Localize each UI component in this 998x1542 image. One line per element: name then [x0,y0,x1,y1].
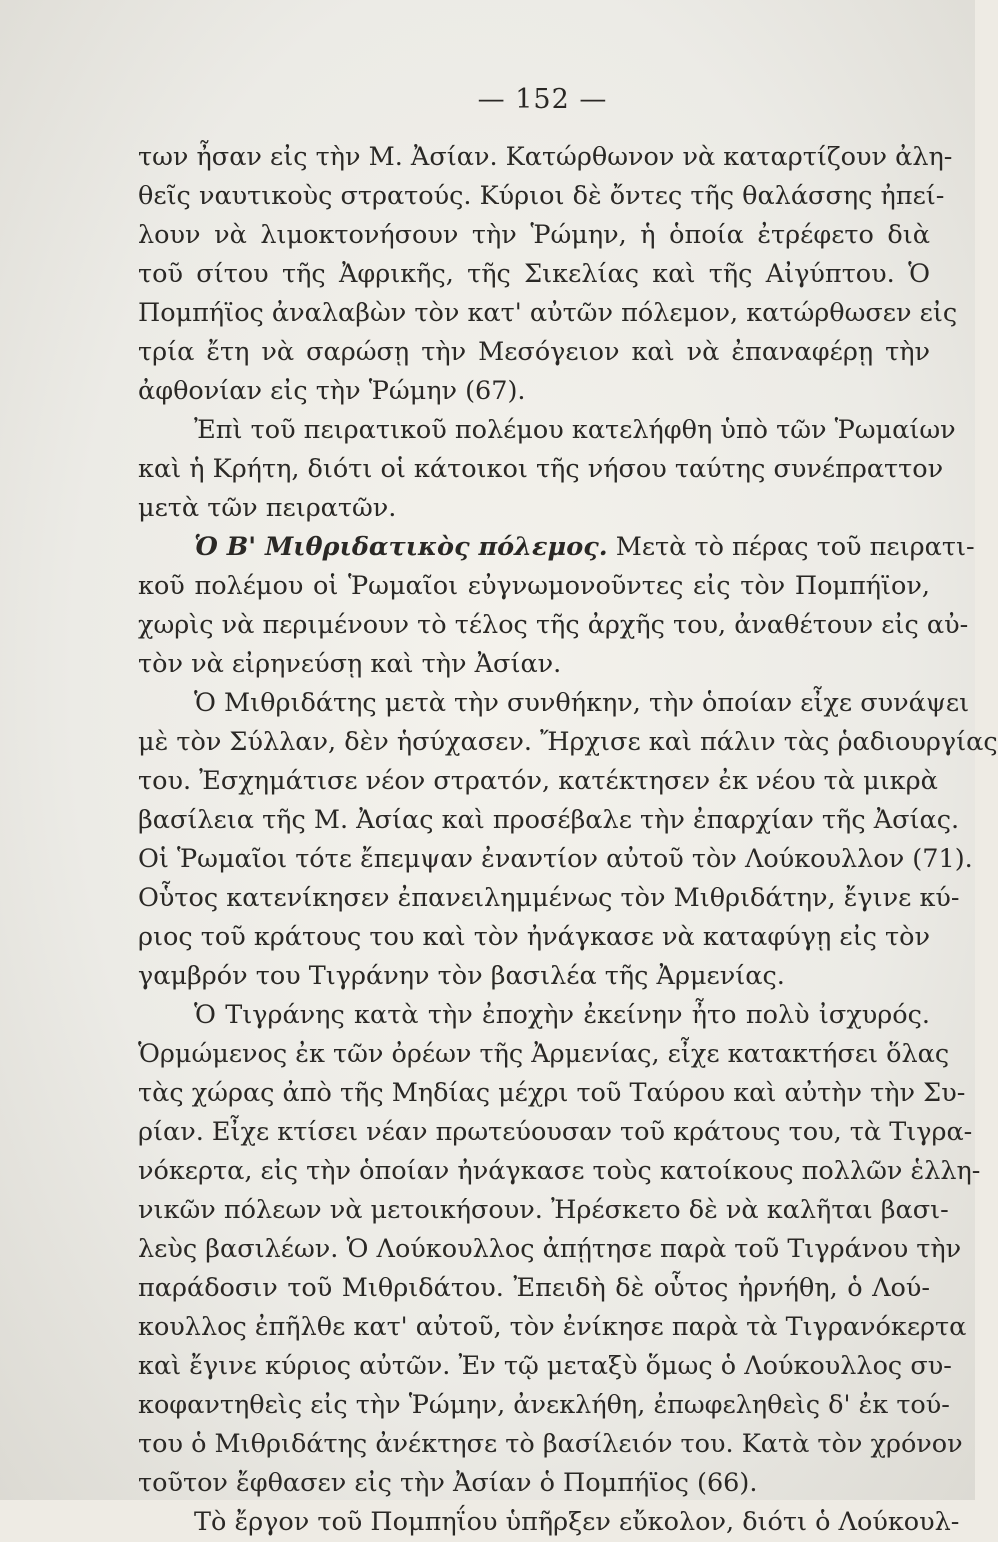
text-line [138,1074,966,1113]
text-line [138,996,930,1035]
line-text: ἀφθονίαν εἰς τὴν Ῥώμην (67). [138,376,526,406]
line-text: λεὺς βασιλέων. Ὁ Λούκουλλος ἀπῄτησε παρὰ τοῦ Τιγράνου τὴν [138,1234,962,1264]
body-text [138,138,998,1542]
line-text: Οἱ Ῥωμαῖοι τότε ἔπεμψαν ἐναντίον αὐτοῦ τὸν Λούκουλλον (71). [138,844,973,874]
line-text: τοῦ σίτου τῆς Ἀφρικῆς, τῆς Σικελίας καὶ τῆς Αἰγύπτου. Ὁ [138,259,930,289]
line-text: νόκερτα, εἰς τὴν ὁποίαν ἠνάγκασε τοὺς κατοίκους πολλῶν ἑλλη- [138,1156,981,1186]
line-text: τρία ἔτη νὰ σαρώσῃ τὴν Μεσόγειον καὶ νὰ ἐπαναφέρῃ τὴν [138,337,930,367]
text-line [138,411,956,450]
line-text: νικῶν πόλεων νὰ μετοικήσουν. Ἠρέσκετο δὲ νὰ καλῆται βασι- [138,1195,949,1225]
text-line [138,1152,981,1191]
line-text: καὶ ἔγινε κύριος αὐτῶν. Ἐν τῷ μεταξὺ ὅμως ὁ Λούκουλλος συ- [138,1351,952,1381]
text-line [138,138,953,177]
line-text: ριος τοῦ κράτους του καὶ τὸν ἠνάγκασε νὰ καταφύγῃ εἰς τὸν [138,922,930,952]
line-text: Μετὰ τὸ πέρας τοῦ πειρατι- [607,532,975,562]
text-line [138,1113,973,1152]
line-text: μὲ τὸν Σύλλαν, δὲν ἡσύχασεν. Ἤρχισε καὶ πάλιν τὰς ῥαδιουργίας [138,727,998,757]
line-text: γαμβρόν του Τιγράνην τὸν βασιλέα τῆς Ἀρμενίας. [138,961,785,991]
line-text: Οὗτος κατενίκησεν ἐπανειλημμένως τὸν Μιθριδάτην, ἔγινε κύ- [138,883,960,913]
line-text: του. Ἐσχημάτισε νέον στρατόν, κατέκτησεν ἐκ νέου τὰ μικρὰ [138,766,938,796]
text-line [138,177,945,216]
text-line [138,1269,930,1308]
text-line [138,450,944,489]
line-text: βασίλεια τῆς Μ. Ἀσίας καὶ προσέβαλε τὴν ἐπαρχίαν τῆς Ἀσίας. [138,805,960,835]
line-text: τὰς χώρας ἀπὸ τῆς Μηδίας μέχρι τοῦ Ταύρου καὶ αὐτὴν τὴν Συ- [138,1078,966,1108]
line-text: Ὁ Τιγράνης κατὰ τὴν ἐποχὴν ἐκείνην ἦτο πολὺ ἰσχυρός. [194,1000,930,1030]
text-line [138,216,930,255]
text-line [138,1503,960,1542]
line-text: τοῦτον ἔφθασεν εἰς τὴν Ἀσίαν ὁ Πομπήϊος (66). [138,1468,758,1498]
text-line [138,1425,963,1464]
text-line [138,1464,930,1503]
text-line [138,255,930,294]
line-text: Ὁ Μιθριδάτης μετὰ τὴν συνθήκην, τὴν ὁποίαν εἶχε συνάψει [194,688,970,718]
text-line [138,723,998,762]
text-line [138,762,938,801]
line-text: κοφαντηθεὶς εἰς τὴν Ῥώμην, ἀνεκλήθη, ἐπωφεληθεὶς δ' ἐκ τού- [138,1390,950,1420]
text-line [138,918,930,957]
line-text: καὶ ἡ Κρήτη, διότι οἱ κάτοικοι τῆς νήσου ταύτης συνέπραττον [138,454,944,484]
section-heading: Ὁ Β' Μιθριδατικὸς πόλεμος. [194,532,608,562]
text-line [138,372,930,411]
text-line [138,684,970,723]
text-line [138,801,960,840]
text-line [138,1230,962,1269]
line-text: θεῖς ναυτικοὺς στρατούς. Κύριοι δὲ ὄντες τῆς θαλάσσης ἠπεί- [138,181,945,211]
line-text: Ἐπὶ τοῦ πειρατικοῦ πολέμου κατελήφθη ὑπὸ τῶν Ῥωμαίων [194,415,956,445]
line-text: μετὰ τῶν πειρατῶν. [138,493,397,523]
text-line [138,606,969,645]
section-heading-line [138,528,975,567]
text-line [138,333,930,372]
line-text: ρίαν. Εἶχε κτίσει νέαν πρωτεύουσαν τοῦ κράτους του, τὰ Τιγρα- [138,1117,973,1147]
text-line [138,840,973,879]
text-line [138,294,958,333]
text-line [138,1191,949,1230]
text-line [138,957,930,996]
line-text: των ἦσαν εἰς τὴν Μ. Ἀσίαν. Κατώρθωνον νὰ καταρτίζουν ἀλη- [138,142,953,172]
line-text: κουλλος ἐπῆλθε κατ' αὐτοῦ, τὸν ἐνίκησε παρὰ τὰ Τιγρανόκερτα [138,1312,967,1342]
line-text: παράδοσιν τοῦ Μιθριδάτου. Ἐπειδὴ δὲ οὗτος ἠρνήθη, ὁ Λού- [138,1273,930,1303]
line-text: τὸν νὰ εἰρηνεύσῃ καὶ τὴν Ἀσίαν. [138,649,562,679]
line-text: Πομπήϊος ἀναλαβὼν τὸν κατ' αὐτῶν πόλεμον, κατώρθωσεν εἰς [138,298,958,328]
text-line [138,567,930,606]
text-line [138,1386,950,1425]
text-line [138,489,930,528]
text-line [138,1347,952,1386]
text-line [138,645,930,684]
text-line [138,879,960,918]
line-text: κοῦ πολέμου οἱ Ῥωμαῖοι εὐγνωμονοῦντες εἰς τὸν Πομπήϊον, [138,571,930,601]
line-text: Τὸ ἔργον τοῦ Πομπηΐου ὑπῆρξεν εὔκολον, διότι ὁ Λούκουλ- [194,1507,960,1537]
text-line [138,1035,950,1074]
line-text: Ὁρμώμενος ἐκ τῶν ὀρέων τῆς Ἀρμενίας, εἶχε κατακτήσει ὅλας [138,1039,950,1069]
text-line [138,1308,967,1347]
line-text: λουν νὰ λιμοκτονήσουν τὴν Ῥώμην, ἡ ὁποία ἐτρέφετο διὰ [138,220,930,250]
page-number: — 152 — [477,84,608,115]
line-text: χωρὶς νὰ περιμένουν τὸ τέλος τῆς ἀρχῆς του, ἀναθέτουν εἰς αὐ- [138,610,969,640]
line-text: του ὁ Μιθριδάτης ἀνέκτησε τὸ βασίλειόν του. Κατὰ τὸν χρόνον [138,1429,963,1459]
